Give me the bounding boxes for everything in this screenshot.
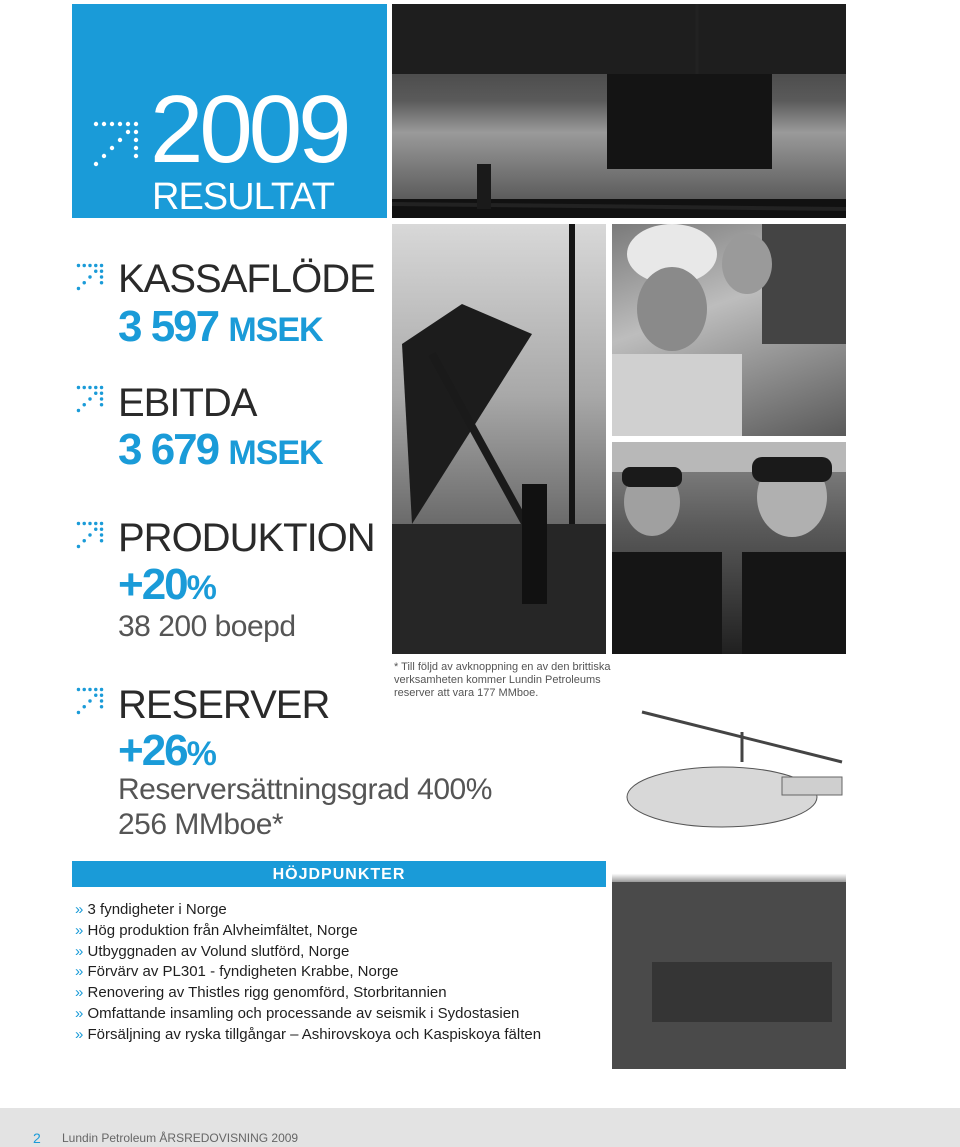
kpi-label-kassaflode: KASSAFLÖDE (118, 257, 375, 301)
highlights-title: HÖJDPUNKTER (272, 866, 406, 883)
list-item-text: Förvärv av PL301 - fyndigheten Krabbe, Norge (87, 963, 399, 981)
photo-subsea-rov (392, 4, 846, 218)
list-item (75, 921, 541, 942)
list-item (75, 1004, 541, 1025)
kpi-value-kassaflode: 3 597 MSEK (118, 302, 323, 351)
kpi-label-produktion: PRODUKTION (118, 516, 375, 560)
bullet-marker: » (75, 921, 84, 939)
dotted-arrow-icon (75, 686, 105, 716)
bullet-marker: » (75, 1004, 84, 1022)
footer-text: Lundin Petroleum ÅRSREDOVISNING 2009 (62, 1131, 299, 1145)
kpi-value-ebitda: 3 679 MSEK (118, 425, 323, 474)
page-number: 2 (33, 1130, 41, 1146)
photo-helicopter (612, 662, 846, 1069)
kpi-sub-produktion: 38 200 boepd (118, 610, 296, 643)
bullet-marker: » (75, 1025, 84, 1043)
list-item (75, 900, 541, 921)
list-item-text: Utbyggnaden av Volund slutförd, Norge (87, 942, 350, 960)
cover-year: 2009 (150, 76, 348, 183)
reserves-footnote: * Till följd av avknoppning en av den brittiska verksamheten kommer Lundin Petroleums reserver att vara 177 MMboe. (394, 661, 611, 699)
list-item (75, 962, 541, 983)
cover-title: RESULTAT (152, 176, 335, 218)
list-item-text: 3 fyndigheter i Norge (87, 901, 227, 918)
list-item (75, 1025, 541, 1046)
bullet-marker: » (75, 984, 84, 1002)
bullet-marker: » (75, 901, 84, 918)
list-item-text: Renovering av Thistles rigg genomförd, Storbritannien (87, 984, 447, 1002)
dotted-arrow-icon (75, 520, 105, 550)
photo-drilling-rig (392, 224, 606, 654)
list-item (75, 983, 541, 1004)
kpi-value-reserver: +26% (118, 726, 216, 775)
kpi-value-produktion: +20% (118, 560, 216, 609)
kpi-sub-reserve-mmboe: 256 MMboe* (118, 808, 284, 841)
kpi-label-reserver: RESERVER (118, 683, 330, 727)
photo-two-workers (612, 442, 846, 654)
list-item (75, 942, 541, 963)
list-item-text: Hög produktion från Alvheimfältet, Norge (87, 921, 358, 939)
dotted-arrow-icon (90, 118, 142, 170)
kpi-sub-reserve-ratio: Reserversättningsgrad 400% (118, 773, 492, 806)
bullet-marker: » (75, 942, 84, 960)
bullet-marker: » (75, 963, 84, 981)
dotted-arrow-icon (75, 384, 105, 414)
kpi-label-ebitda: EBITDA (118, 381, 257, 425)
highlights-list (75, 900, 541, 1046)
photo-control-room-worker (612, 224, 846, 436)
dotted-arrow-icon (75, 262, 105, 292)
list-item-text: Omfattande insamling och processande av seismik i Sydostasien (87, 1004, 520, 1022)
list-item-text: Försäljning av ryska tillgångar – Ashirovskoya och Kaspiskoya fälten (87, 1025, 542, 1043)
